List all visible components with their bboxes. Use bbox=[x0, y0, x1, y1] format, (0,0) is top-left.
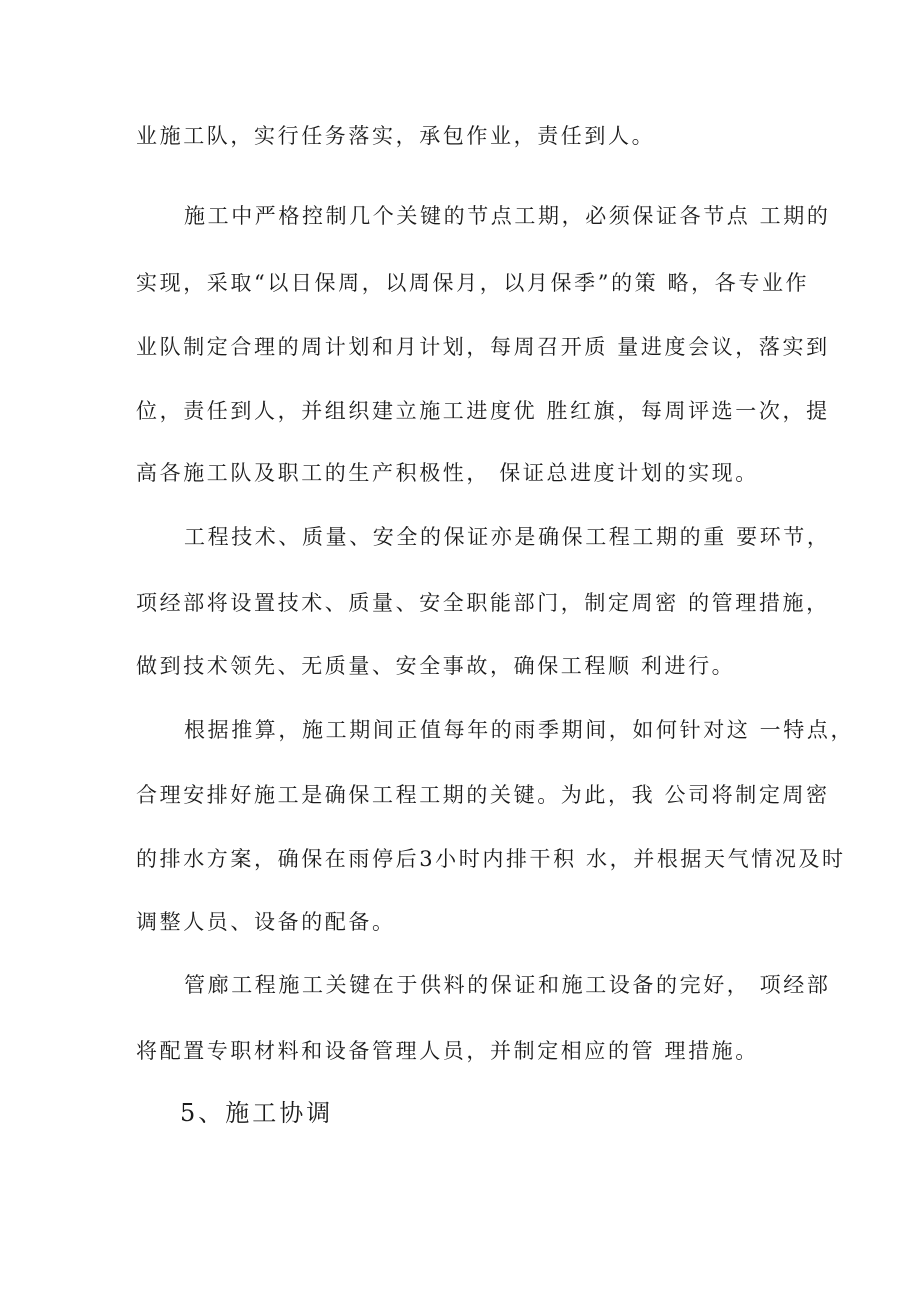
paragraph-line: 根据推算，施工期间正值每年的雨季期间，如何针对这 一特点， bbox=[184, 718, 855, 742]
paragraph-line: 项经部将设置技术、质量、安全职能部门，制定周密 的管理措施， bbox=[136, 591, 830, 615]
paragraph-line: 高各施工队及职工的生产积极性， 保证总进度计划的实现。 bbox=[136, 461, 759, 485]
paragraph-line: 业施工队，实行任务落实，承包作业，责任到人。 bbox=[136, 124, 656, 148]
section-heading: 5、施工协调 bbox=[180, 1099, 334, 1127]
paragraph-line: 管廊工程施工关键在于供料的保证和施工设备的完好， 项经部 bbox=[184, 973, 831, 997]
paragraph-line: 合理安排好施工是确保工程工期的关键。为此，我 公司将制定周密 bbox=[136, 783, 830, 807]
paragraph-line: 做到技术领先、无质量、安全事故，确保工程顺 利进行。 bbox=[136, 654, 736, 678]
paragraph-line: 将配置专职材料和设备管理人员，并制定相应的管 理措施。 bbox=[136, 1039, 759, 1063]
paragraph-line: 的排水方案，确保在雨停后3小时内排干积 水，并根据天气情况及时 bbox=[136, 847, 846, 871]
paragraph-line: 实现，采取“以日保周，以周保月，以月保季”的策 略，各专业作 bbox=[136, 271, 810, 295]
paragraph-line: 工程技术、质量、安全的保证亦是确保工程工期的重 要环节， bbox=[184, 525, 831, 549]
paragraph-line: 位，责任到人，并组织建立施工进度优 胜红旗，每周评选一次，提 bbox=[136, 399, 830, 423]
paragraph-line: 施工中严格控制几个关键的节点工期，必须保证各节点 工期的 bbox=[184, 204, 831, 228]
paragraph-line: 调整人员、设备的配备。 bbox=[136, 910, 396, 934]
paragraph-line: 业队制定合理的周计划和月计划，每周召开质 量进度会议，落实到 bbox=[136, 335, 830, 359]
